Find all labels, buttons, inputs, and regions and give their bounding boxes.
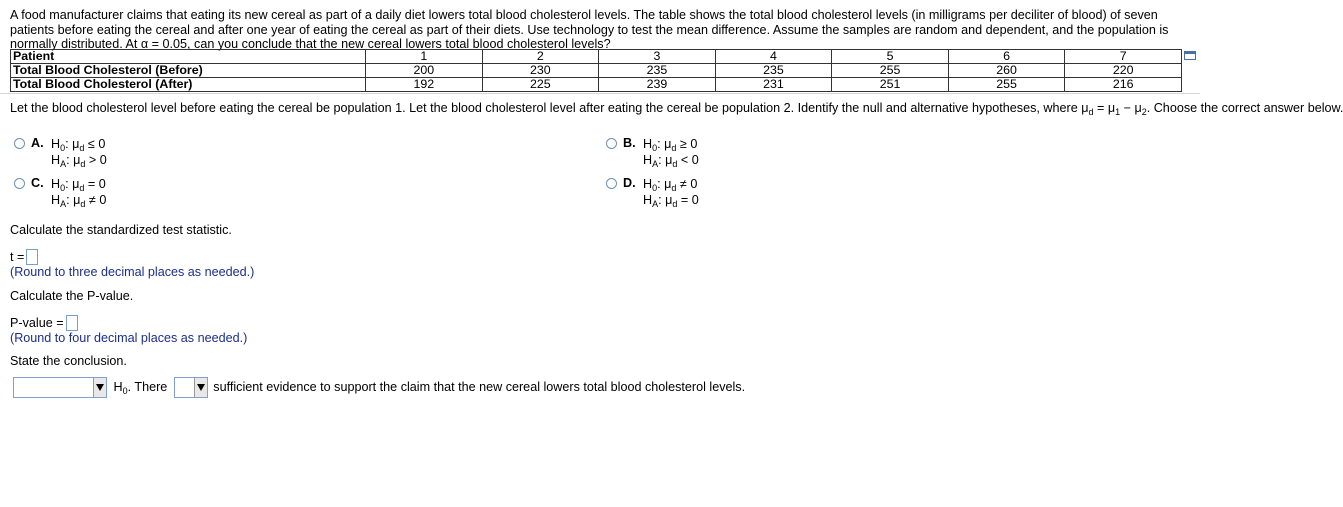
table-cell: 231 — [715, 78, 832, 92]
p-value-row — [10, 315, 78, 331]
test-statistic-label: t = — [10, 250, 25, 264]
null-hypothesis: $H_0$: $\mu_d \ne 0$ — [643, 177, 698, 193]
row-label: Total Blood Cholesterol (After) — [11, 78, 366, 92]
alternative-hypothesis: $H_A$: $\mu_d > 0$ — [51, 153, 107, 169]
choice-letter: B. — [623, 136, 636, 150]
conclusion-h0: $H_0$ — [113, 379, 128, 396]
alternative-hypothesis: $H_A$: $\mu_d \ne 0$ — [51, 193, 107, 209]
choice-letter: D. — [623, 176, 636, 190]
radio-button[interactable] — [606, 138, 617, 149]
table-cell: 1 — [366, 50, 483, 64]
alternative-hypothesis: $H_A$: $\mu_d < 0$ — [643, 153, 699, 169]
answer-choice-d[interactable] — [606, 176, 699, 208]
table-cell: 2 — [482, 50, 599, 64]
conclusion-there: . There — [127, 379, 168, 394]
answer-choice-b[interactable] — [606, 136, 699, 168]
table-cell: 5 — [832, 50, 949, 64]
test-statistic-input[interactable] — [26, 249, 38, 265]
hypotheses — [643, 136, 699, 168]
p-value-prompt: Calculate the P-value. — [10, 289, 134, 303]
chevron-down-icon — [194, 378, 207, 397]
table-row — [11, 64, 1182, 78]
data-table — [10, 49, 1182, 92]
table-cell: 225 — [482, 78, 599, 92]
divider — [0, 93, 1200, 94]
test-statistic-prompt: Calculate the standardized test statistic. — [10, 223, 232, 237]
choice-letter: C. — [31, 176, 44, 190]
answer-choice-c[interactable] — [14, 176, 106, 208]
chevron-down-icon — [93, 378, 106, 397]
choice-letter: A. — [31, 136, 44, 150]
conclusion-prompt: State the conclusion. — [10, 354, 127, 368]
table-cell: 239 — [599, 78, 716, 92]
hypotheses — [643, 176, 699, 208]
row-label: Patient — [11, 50, 366, 64]
null-hypothesis: $H_0$: $\mu_d = 0$ — [51, 177, 106, 193]
decision-dropdown[interactable] — [13, 377, 107, 398]
table-row — [11, 50, 1182, 64]
null-hypothesis: $H_0$: $\mu_d \le 0$ — [51, 137, 106, 153]
alternative-hypothesis: $H_A$: $\mu_d = 0$ — [643, 193, 699, 209]
radio-button[interactable] — [606, 178, 617, 189]
table-cell: 260 — [948, 64, 1065, 78]
table-cell: 255 — [832, 64, 949, 78]
table-cell: 235 — [715, 64, 832, 78]
hypotheses — [51, 176, 106, 208]
table-cell: 251 — [832, 78, 949, 92]
table-cell: 216 — [1065, 78, 1182, 92]
open-in-window-icon[interactable] — [1184, 51, 1196, 61]
table-cell: 7 — [1065, 50, 1182, 64]
problem-statement: A food manufacturer claims that eating its new cereal as part of a daily diet lowers total blood cholesterol levels. The table shows the total blood cholesterol levels (in milligrams per deciliter of blood) of seven patients before eating the cereal and after one year of eating the cereal as part of their diets. Use technology to test the mean difference. Assume the samples are random and dependent, and the population is normally distributed. At α = 0.05, can you conclude that the new cereal lowers total blood cholesterol levels? — [10, 8, 1169, 52]
p-value-input[interactable] — [66, 315, 78, 331]
table-cell: 6 — [948, 50, 1065, 64]
table-cell: 235 — [599, 64, 716, 78]
table-cell: 230 — [482, 64, 599, 78]
null-hypothesis: $H_0$: $\mu_d \ge 0$ — [643, 137, 698, 153]
table-cell: 3 — [599, 50, 716, 64]
table-cell: 4 — [715, 50, 832, 64]
table-row — [11, 78, 1182, 92]
hypothesis-question: Let the blood cholesterol level before eating the cereal be population 1. Let the blood cholesterol level after eating the cereal be population 2. Identify the null and alternative hypotheses, where $\mu_d = \mu_1 - \mu_2$. Choose the correct answer below. — [10, 101, 1343, 117]
evidence-dropdown[interactable] — [174, 377, 208, 398]
table-cell: 255 — [948, 78, 1065, 92]
p-value-note: (Round to four decimal places as needed.) — [10, 331, 248, 345]
conclusion-row — [13, 377, 745, 398]
conclusion-text: sufficient evidence to support the claim that the new cereal lowers total blood cholesterol levels. — [213, 379, 746, 394]
hypotheses — [51, 136, 107, 168]
table-cell: 192 — [366, 78, 483, 92]
table-cell: 200 — [366, 64, 483, 78]
test-statistic-row — [10, 249, 38, 265]
test-statistic-note: (Round to three decimal places as needed.) — [10, 265, 255, 279]
row-label: Total Blood Cholesterol (Before) — [11, 64, 366, 78]
answer-choice-a[interactable] — [14, 136, 107, 168]
radio-button[interactable] — [14, 138, 25, 149]
table-cell: 220 — [1065, 64, 1182, 78]
p-value-label: P-value = — [10, 316, 64, 330]
radio-button[interactable] — [14, 178, 25, 189]
